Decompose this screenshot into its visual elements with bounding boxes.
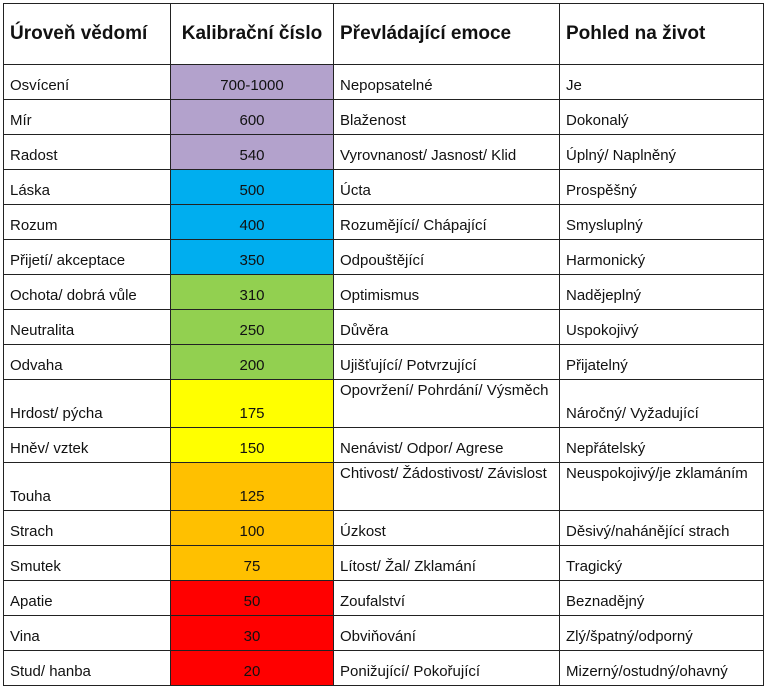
calibration-number-cell: 600 [171,100,334,135]
level-cell: Touha [4,463,171,511]
table-row [4,275,764,310]
emotion-cell: Nenávist/ Odpor/ Agrese [334,428,560,463]
life-view-cell: Harmonický [560,240,764,275]
emotion-cell: Důvěra [334,310,560,345]
calibration-number-cell: 175 [171,380,334,428]
header-emotion: Převládající emoce [334,4,560,65]
table-body [4,65,764,686]
table-row [4,100,764,135]
table-row [4,511,764,546]
emotion-cell: Nepopsatelné [334,65,560,100]
level-cell: Hněv/ vztek [4,428,171,463]
level-cell: Mír [4,100,171,135]
header-row [4,4,764,65]
life-view-cell: Úplný/ Naplněný [560,135,764,170]
emotion-cell: Blaženost [334,100,560,135]
level-cell: Osvícení [4,65,171,100]
calibration-number-cell: 30 [171,616,334,651]
table-row [4,380,764,428]
calibration-number-cell: 150 [171,428,334,463]
calibration-number-cell: 50 [171,581,334,616]
life-view-cell: Náročný/ Vyžadující [560,380,764,428]
life-view-cell: Děsivý/nahánějící strach [560,511,764,546]
life-view-cell: Nepřátelský [560,428,764,463]
life-view-cell: Dokonalý [560,100,764,135]
table-row [4,581,764,616]
calibration-number-cell: 250 [171,310,334,345]
level-cell: Neutralita [4,310,171,345]
emotion-cell: Ponižující/ Pokořující [334,651,560,686]
table-row [4,463,764,511]
emotion-cell: Obviňování [334,616,560,651]
header-view: Pohled na život [560,4,764,65]
level-cell: Apatie [4,581,171,616]
calibration-number-cell: 500 [171,170,334,205]
emotion-cell: Lítost/ Žal/ Zklamání [334,546,560,581]
table-row [4,428,764,463]
level-cell: Smutek [4,546,171,581]
table-row [4,546,764,581]
life-view-cell: Prospěšný [560,170,764,205]
table-row [4,135,764,170]
calibration-number-cell: 310 [171,275,334,310]
emotion-cell: Chtivost/ Žádostivost/ Závislost [334,463,560,511]
life-view-cell: Zlý/špatný/odporný [560,616,764,651]
life-view-cell: Beznadějný [560,581,764,616]
level-cell: Láska [4,170,171,205]
calibration-number-cell: 75 [171,546,334,581]
emotion-cell: Ujišťující/ Potvrzující [334,345,560,380]
header-level: Úroveň vědomí [4,4,171,65]
table-row [4,240,764,275]
level-cell: Vina [4,616,171,651]
table-row [4,345,764,380]
life-view-cell: Smysluplný [560,205,764,240]
life-view-cell: Nadějeplný [560,275,764,310]
calibration-number-cell: 200 [171,345,334,380]
life-view-cell: Je [560,65,764,100]
calibration-number-cell: 700-1000 [171,65,334,100]
life-view-cell: Tragický [560,546,764,581]
level-cell: Radost [4,135,171,170]
table-row [4,310,764,345]
level-cell: Strach [4,511,171,546]
header-number: Kalibrační číslo [171,4,334,65]
calibration-number-cell: 125 [171,463,334,511]
emotion-cell: Vyrovnanost/ Jasnost/ Klid [334,135,560,170]
emotion-cell: Úcta [334,170,560,205]
table-row [4,205,764,240]
calibration-number-cell: 100 [171,511,334,546]
calibration-number-cell: 20 [171,651,334,686]
emotion-cell: Odpouštějící [334,240,560,275]
emotion-cell: Optimismus [334,275,560,310]
level-cell: Ochota/ dobrá vůle [4,275,171,310]
emotion-cell: Úzkost [334,511,560,546]
level-cell: Odvaha [4,345,171,380]
consciousness-levels-table [3,3,764,686]
level-cell: Rozum [4,205,171,240]
emotion-cell: Opovržení/ Pohrdání/ Výsměch [334,380,560,428]
emotion-cell: Rozumějící/ Chápající [334,205,560,240]
life-view-cell: Přijatelný [560,345,764,380]
table-row [4,616,764,651]
life-view-cell: Neuspokojivý/je zklamáním [560,463,764,511]
table-row [4,651,764,686]
level-cell: Přijetí/ akceptace [4,240,171,275]
calibration-number-cell: 540 [171,135,334,170]
table-row [4,65,764,100]
life-view-cell: Mizerný/ostudný/ohavný [560,651,764,686]
calibration-number-cell: 350 [171,240,334,275]
level-cell: Hrdost/ pýcha [4,380,171,428]
level-cell: Stud/ hanba [4,651,171,686]
life-view-cell: Uspokojivý [560,310,764,345]
emotion-cell: Zoufalství [334,581,560,616]
calibration-number-cell: 400 [171,205,334,240]
table-row [4,170,764,205]
